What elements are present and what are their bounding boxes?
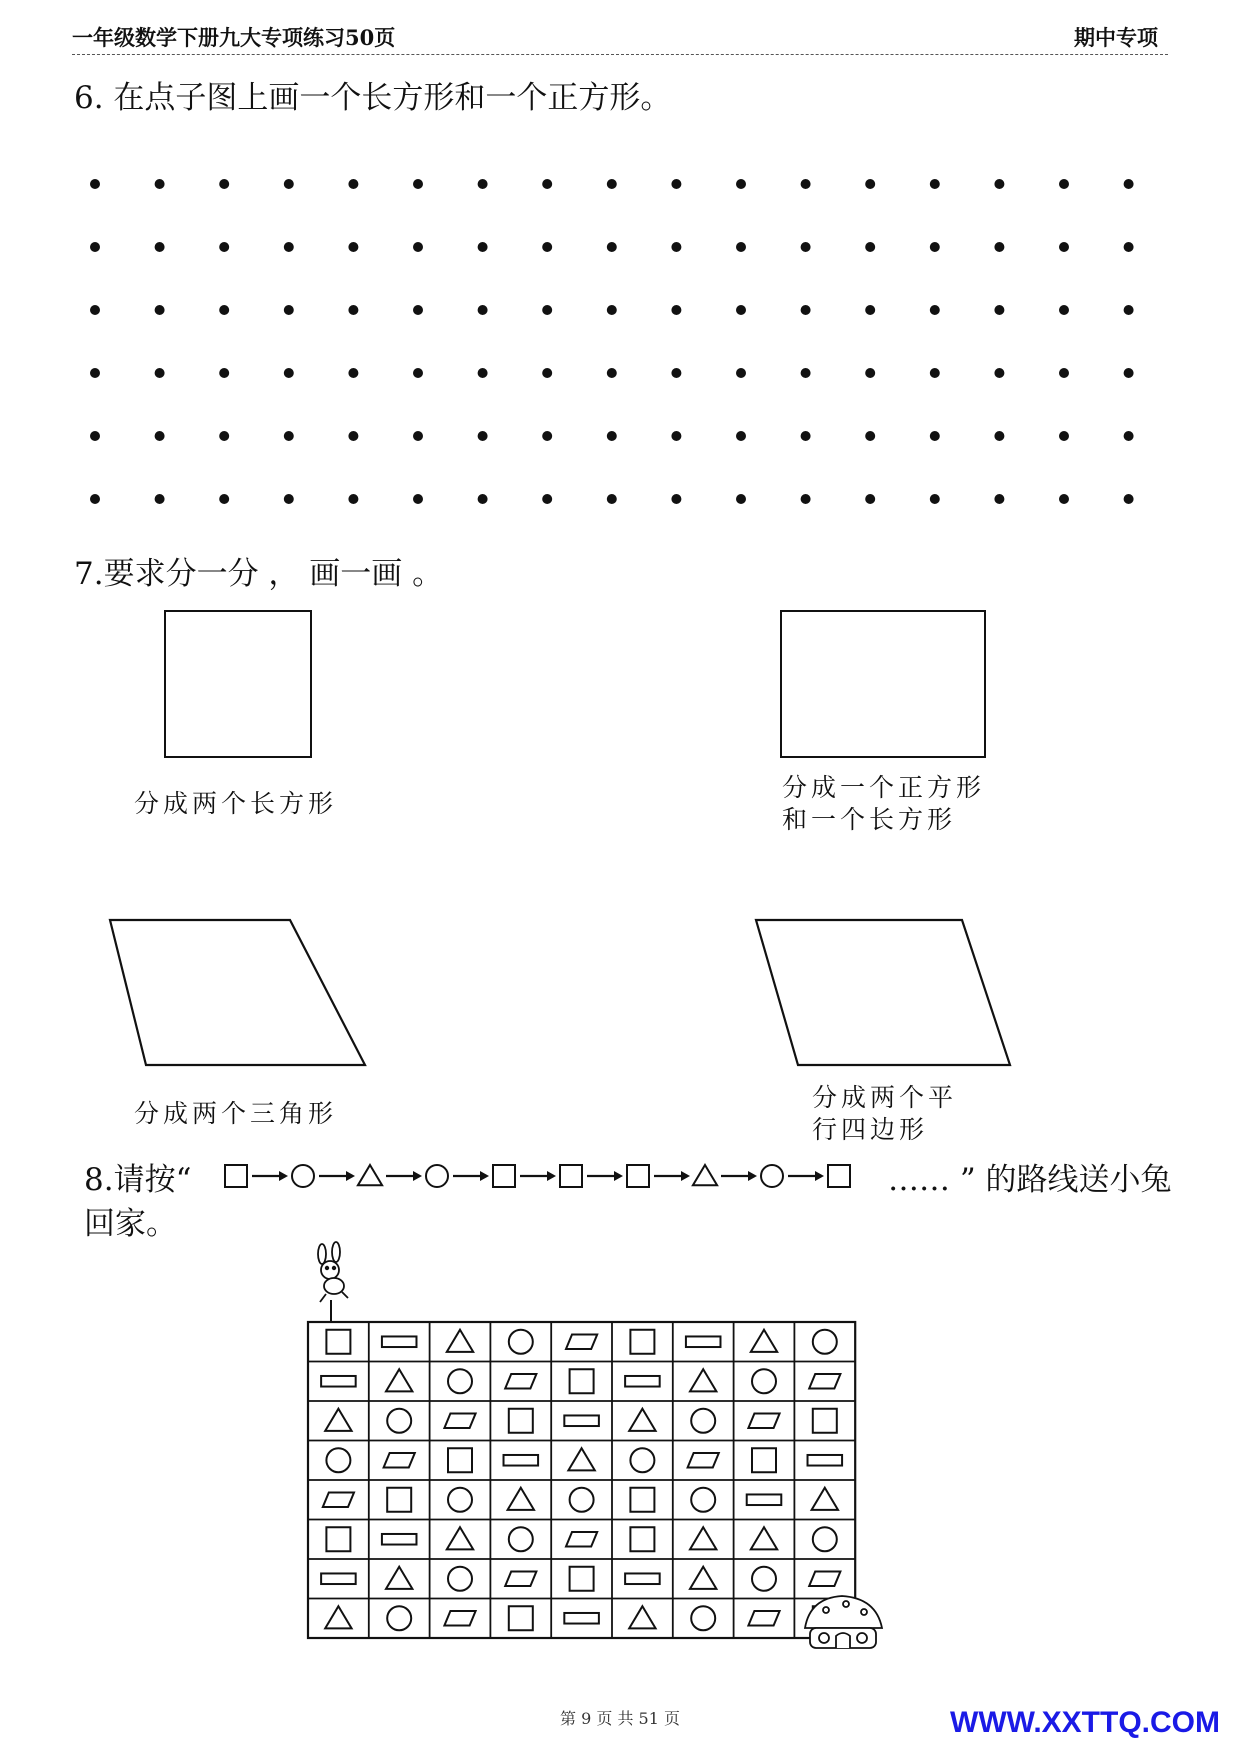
header-title: 一年级数学下册九大专项练习50页: [72, 25, 396, 50]
caption-two-triangles: 分成两个三角形: [134, 1099, 338, 1128]
caption-two-rectangles: 分成两个长方形: [134, 789, 338, 818]
question-8-suffix: …… ” 的路线送小兔: [888, 1162, 1172, 1198]
caption-two-parallelograms-line2: 行四边形: [812, 1115, 929, 1144]
caption-square-and-rectangle-line2: 和一个长方形: [782, 805, 957, 834]
question-7-title: 7.要求分一分 ， 画一画 。: [74, 556, 444, 592]
header-section: 期中专项: [1074, 25, 1158, 50]
brand-watermark: WWW.XXTTQ.COM: [950, 1706, 1220, 1739]
question-8-line2: 回家。: [84, 1206, 177, 1242]
page-number: 第 9 页 共 51 页: [560, 1709, 680, 1728]
caption-square-and-rectangle-line1: 分成一个正方形: [782, 773, 986, 802]
question-6-title: 6. 在点子图上画一个长方形和一个正方形。: [74, 80, 672, 116]
caption-two-parallelograms-line1: 分成两个平: [812, 1083, 958, 1112]
question-8-prefix: 8.请按“: [84, 1162, 192, 1198]
